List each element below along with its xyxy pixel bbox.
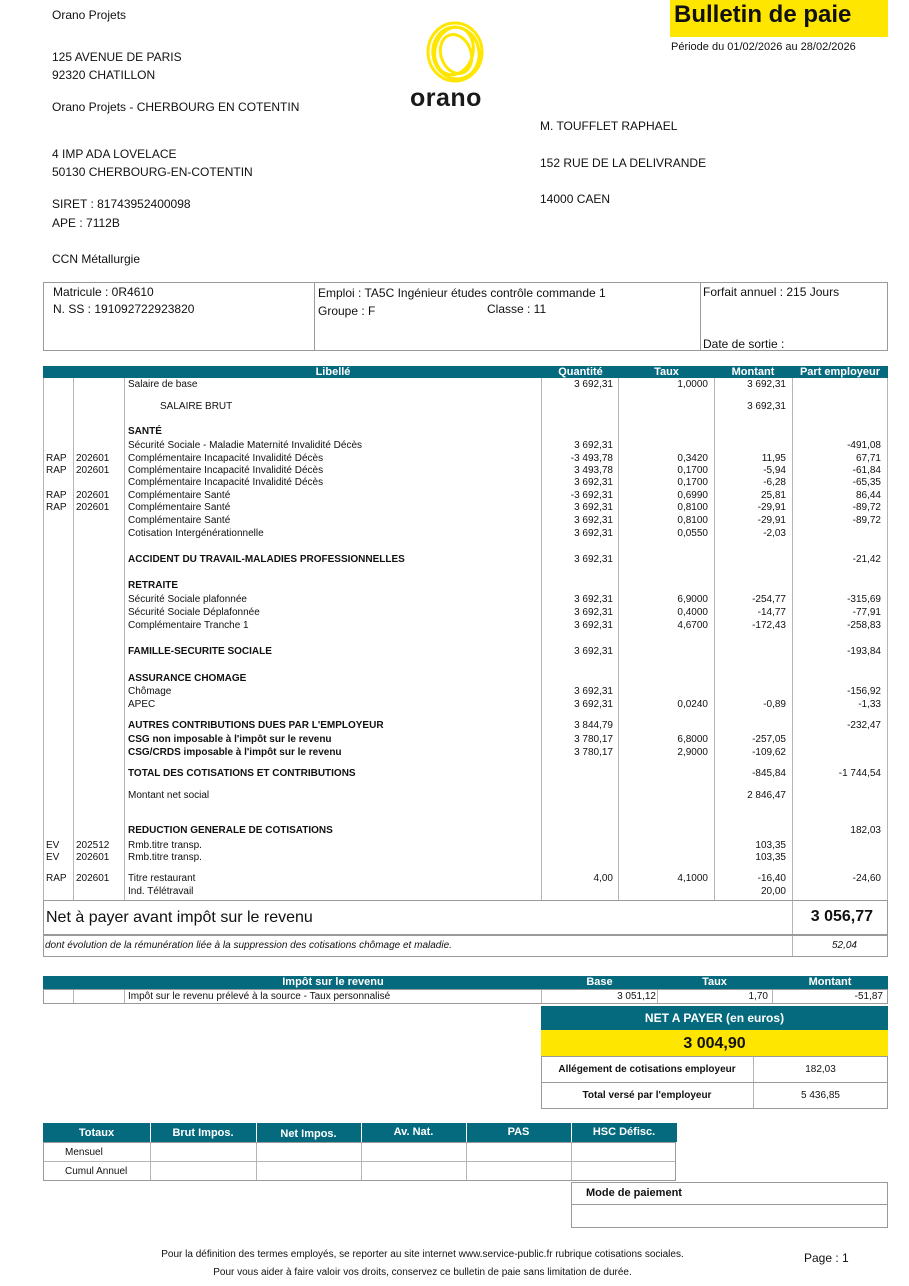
row-label: Rmb.titre transp. [128,840,202,851]
site-address-line2: 50130 CHERBOURG-EN-COTENTIN [52,165,253,179]
annual-package: Forfait annuel : 215 Jours [703,285,840,299]
row-amount: -14,77 [757,607,786,618]
row-code: RAP [46,502,67,513]
row-code: RAP [46,873,67,884]
row-quantity: 3 844,79 [574,720,613,731]
row-rate: 4,1000 [677,873,708,884]
row-label: Complémentaire Santé [128,502,231,513]
row-rate: 4,6700 [677,620,708,631]
row-quantity: 3 692,31 [574,440,613,451]
row-period: 202601 [76,490,110,501]
exit-date: Date de sortie : [703,337,785,351]
row-employer-part: -61,84 [852,465,881,476]
row-employer-part: -1,33 [858,699,881,710]
header-libelle: Libellé [315,366,351,378]
row-period: 202601 [76,852,110,863]
row-label: Complémentaire Tranche 1 [128,620,249,631]
row-label: APEC [128,699,156,710]
row-label: Sécurité Sociale Déplafonnée [128,607,260,618]
row-quantity: 3 692,31 [574,515,613,526]
row-label: SANTÉ [128,426,162,437]
tax-row-base: 3 051,12 [617,991,656,1002]
row-employer-part: 67,71 [855,453,881,464]
row-label: Complémentaire Incapacité Invalidité Décès [128,465,324,476]
employer-ape: APE : 7112B [52,216,120,230]
row-label: Sécurité Sociale plafonnée [128,594,247,605]
row-rate: 0,6990 [677,490,708,501]
totals-row-cumul-annuel: Cumul Annuel [65,1166,128,1177]
row-period: 202601 [76,453,110,464]
row-amount: 3 692,31 [747,401,786,412]
page-title: Bulletin de paie [670,0,888,37]
row-period: 202601 [76,873,110,884]
row-label: ACCIDENT DU TRAVAIL-MALADIES PROFESSIONNELLES [128,554,405,565]
row-amount: 11,95 [761,453,786,464]
net-pay-label: NET A PAYER (en euros) [541,1006,888,1030]
row-rate: 0,1700 [677,465,708,476]
row-code: RAP [46,465,67,476]
row-quantity: 3 692,31 [574,699,613,710]
pay-period: Période du 01/02/2026 au 28/02/2026 [671,41,856,53]
footer-line1: Pour la définition des termes employés, se reporter au site internet www.service-public.fr rubrique cotisations sociales. [161,1249,684,1260]
row-employer-part: -24,60 [852,873,881,884]
header-quantite: Quantité [558,366,603,378]
row-quantity: 3 692,31 [574,686,613,697]
row-code: RAP [46,453,67,464]
row-amount: -5,94 [763,465,786,476]
payment-mode-value-box [571,1204,888,1228]
row-rate: 1,0000 [677,379,708,390]
footer-line2: Pour vous aider à faire valoir vos droits, conservez ce bulletin de paie sans limitation de durée. [213,1267,632,1278]
row-amount: 103,35 [755,840,786,851]
header-brut-impos: Brut Impos. [172,1127,234,1139]
row-amount: 25,81 [760,490,786,501]
net-pay-value: 3 004,90 [541,1030,888,1056]
net-before-tax-label: Net à payer avant impôt sur le revenu [46,909,313,926]
row-rate: 0,8100 [677,515,708,526]
row-employer-part: 182,03 [850,825,881,836]
social-security-number: N. SS : 191092722923820 [53,302,195,316]
row-rate: 0,4000 [677,607,708,618]
row-amount: 20,00 [760,886,786,897]
row-employer-part: -258,83 [847,620,881,631]
row-employer-part: -315,69 [847,594,881,605]
row-employer-part: -1 744,54 [838,768,881,779]
employee-name: M. TOUFFLET RAPHAEL [540,119,678,133]
row-label: Complémentaire Santé [128,515,231,526]
row-label: Sécurité Sociale - Maladie Maternité Invalidité Décès [128,440,362,451]
evolution-label: dont évolution de la rémunération liée à la suppression des cotisations chômage et maladie. [45,940,452,951]
page-number: Page : 1 [804,1251,849,1265]
row-employer-part: 86,44 [855,490,881,501]
row-label: ASSURANCE CHOMAGE [128,673,247,684]
job-group: Groupe : F [318,304,376,318]
row-employer-part: -193,84 [847,646,881,657]
row-label: Montant net social [128,790,210,801]
header-totaux: Totaux [78,1127,115,1139]
row-label: Ind. Télétravail [128,886,194,897]
row-employer-part: -89,72 [852,502,881,513]
employer-siret: SIRET : 81743952400098 [52,197,191,211]
row-label: AUTRES CONTRIBUTIONS DUES PAR L'EMPLOYEUR [128,720,384,731]
row-quantity: 3 692,31 [574,620,613,631]
total-employer-value: 5 436,85 [801,1090,840,1101]
row-quantity: 3 493,78 [574,465,613,476]
employer-address-line2: 92320 CHATILLON [52,68,156,82]
header-part-employeur: Part employeur [799,366,881,378]
header-hsc-defisc: HSC Défisc. [592,1126,656,1138]
site-address-line1: 4 IMP ADA LOVELACE [52,147,177,161]
row-code: EV [46,840,60,851]
row-amount: -109,62 [752,747,786,758]
orano-logo [408,18,502,110]
totals-row-mensuel: Mensuel [65,1147,103,1158]
row-quantity: 3 780,17 [574,747,613,758]
row-rate: 0,0550 [677,528,708,539]
row-amount: -16,40 [757,873,786,884]
row-label: Complémentaire Incapacité Invalidité Décès [128,477,324,488]
row-code: EV [46,852,60,863]
row-quantity: 3 692,31 [574,554,613,565]
row-rate: 6,9000 [677,594,708,605]
allegement-value: 182,03 [805,1064,836,1075]
tax-row-label: Impôt sur le revenu prélevé à la source - Taux personnalisé [128,991,391,1002]
row-label: Rmb.titre transp. [128,852,202,863]
row-amount: 103,35 [755,852,786,863]
row-label: REDUCTION GENERALE DE COTISATIONS [128,825,333,836]
row-employer-part: -232,47 [847,720,881,731]
row-label: Chômage [128,686,172,697]
row-amount: -172,43 [752,620,786,631]
employee-address-line2: 14000 CAEN [540,192,611,206]
logo-text: orano [410,84,482,112]
row-period: 202601 [76,502,110,513]
row-rate: 0,0240 [677,699,708,710]
totals-table-header [43,1123,677,1142]
row-quantity: 3 692,31 [574,646,613,657]
header-pas: PAS [507,1126,530,1138]
row-label: CSG non imposable à l'impôt sur le revenu [128,734,332,745]
tax-row-amount: -51,87 [854,991,883,1002]
row-employer-part: -156,92 [847,686,881,697]
employer-name: Orano Projets [52,8,127,22]
row-employer-part: -77,91 [852,607,881,618]
allegement-label: Allégement de cotisations employeur [558,1064,736,1075]
row-quantity: 3 692,31 [574,607,613,618]
row-amount: -2,03 [763,528,786,539]
row-amount: -6,28 [763,477,786,488]
row-quantity: 3 692,31 [574,594,613,605]
row-label: Complémentaire Incapacité Invalidité Décès [128,453,324,464]
row-label: TOTAL DES COTISATIONS ET CONTRIBUTIONS [128,768,356,779]
employer-ccn: CCN Métallurgie [52,252,141,266]
row-amount: -254,77 [752,594,786,605]
net-before-tax-value: 3 056,77 [810,908,873,925]
header-av-nat: Av. Nat. [393,1126,434,1138]
row-code: RAP [46,490,67,501]
main-table-header [43,366,888,378]
employer-address-line1: 125 AVENUE DE PARIS [52,50,182,64]
row-quantity: 3 692,31 [574,528,613,539]
row-amount: 2 846,47 [747,790,786,801]
row-quantity: 3 692,31 [574,379,613,390]
row-employer-part: -65,35 [852,477,881,488]
row-quantity: -3 493,78 [570,453,613,464]
row-rate: 0,8100 [677,502,708,513]
matricule: Matricule : 0R4610 [53,285,154,299]
row-label: FAMILLE-SECURITE SOCIALE [128,646,272,657]
job-title: Emploi : TA5C Ingénieur études contrôle commande 1 [318,286,606,300]
job-class: Classe : 11 [487,302,547,316]
header-tax-rate: Taux [702,976,727,988]
header-impot: Impôt sur le revenu [282,976,384,988]
row-quantity: -3 692,31 [570,490,613,501]
row-employer-part: -21,42 [852,554,881,565]
header-base: Base [586,976,613,988]
row-employer-part: -89,72 [852,515,881,526]
row-amount: -845,84 [752,768,786,779]
row-amount: -29,91 [757,515,786,526]
row-rate: 0,3420 [677,453,708,464]
row-label: Complémentaire Santé [128,490,231,501]
row-label: Salaire de base [128,379,198,390]
header-montant: Montant [731,366,775,378]
row-amount: -29,91 [757,502,786,513]
header-net-impos: Net Impos. [280,1128,337,1140]
row-employer-part: -491,08 [847,440,881,451]
tax-row-rate: 1,70 [748,991,768,1002]
row-rate: 6,8000 [677,734,708,745]
row-quantity: 3 692,31 [574,502,613,513]
payment-mode-label: Mode de paiement [586,1187,682,1199]
header-tax-amount: Montant [808,976,852,988]
row-quantity: 3 780,17 [574,734,613,745]
row-label: CSG/CRDS imposable à l'impôt sur le revenu [128,747,342,758]
row-amount: -0,89 [763,699,786,710]
row-amount: -257,05 [752,734,786,745]
row-rate: 0,1700 [677,477,708,488]
row-period: 202512 [76,840,110,851]
employee-address-line1: 152 RUE DE LA DELIVRANDE [540,156,707,170]
row-amount: 3 692,31 [747,379,786,390]
row-rate: 2,9000 [677,747,708,758]
row-label: SALAIRE BRUT [160,401,233,412]
row-quantity: 4,00 [593,873,613,884]
row-label: Cotisation Intergénérationnelle [128,528,264,539]
header-taux: Taux [654,366,679,378]
row-label: RETRAITE [128,580,178,591]
row-label: Titre restaurant [128,873,196,884]
total-employer-label: Total versé par l'employeur [582,1090,712,1101]
tax-table-header [43,976,888,989]
row-period: 202601 [76,465,110,476]
employer-site: Orano Projets - CHERBOURG EN COTENTIN [52,100,300,114]
row-quantity: 3 692,31 [574,477,613,488]
evolution-value: 52,04 [831,940,857,951]
